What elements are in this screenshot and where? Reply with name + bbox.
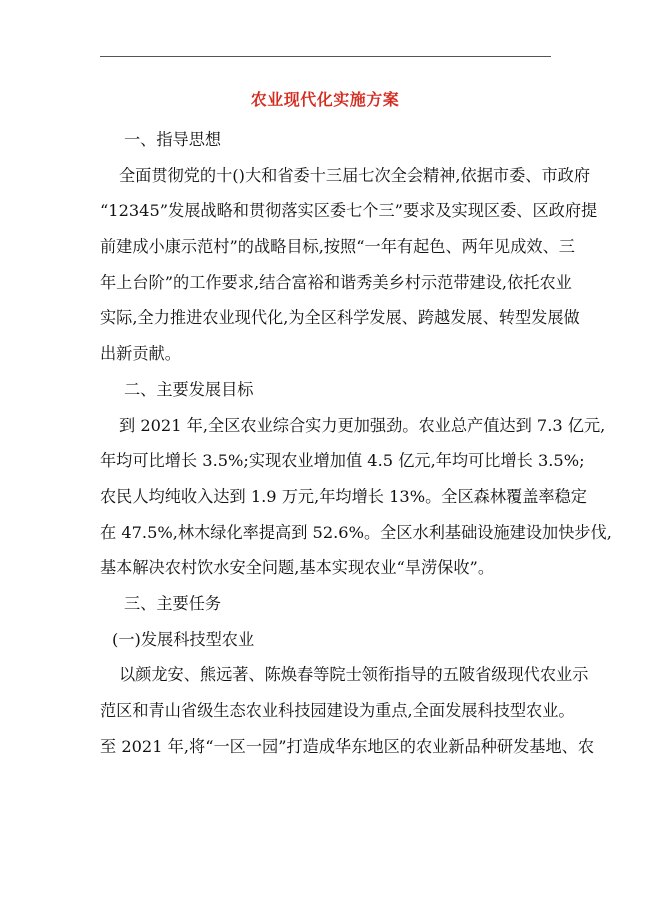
paragraph-line: 到 2021 年,全区农业综合实力更加强劲。农业总产值达到 7.3 亿元, (119, 415, 606, 435)
paragraph-line: 年上台阶”的工作要求,结合富裕和谐秀美乡村示范带建设,依托农业 (100, 272, 572, 292)
document-title: 农业现代化实施方案 (250, 90, 400, 109)
paragraph-line: “12345”发展战略和贯彻落实区委七个三”要求及实现区委、区政府提 (100, 201, 598, 221)
paragraph-line: 范区和青山省级生态农业科技园建设为重点,全面发展科技型农业。 (100, 701, 575, 720)
paragraph-line: 在 47.5%,林木绿化率提高到 52.6%。全区水利基础设施建设加快步伐, (100, 522, 612, 542)
paragraph-line: 至 2021 年,将“一区一园”打造成华东地区的农业新品种研发基地、农 (100, 736, 595, 756)
header-rule (100, 56, 551, 57)
paragraph-line: 出新贡献。 (100, 344, 181, 364)
subsection-heading: (一)发展科技型农业 (112, 629, 255, 649)
paragraph-line: 农民人均纯收入达到 1.9 万元,年均增长 13%。全区森林覆盖率稳定 (100, 486, 587, 506)
section-heading: 一、指导思想 (124, 130, 222, 149)
paragraph-line: 全面贯彻党的十()大和省委十三届七次全会精神,依据市委、市政府 (119, 165, 591, 185)
section-heading: 二、主要发展目标 (124, 379, 254, 399)
paragraph-line: 年均可比增长 3.5%;实现农业增加值 4.5 亿元,年均可比增长 3.5%; (100, 451, 585, 471)
paragraph-line: 以颜龙安、熊远著、陈焕春等院士领衔指导的五陂省级现代农业示 (119, 665, 589, 685)
section-heading: 三、主要任务 (124, 593, 222, 613)
paragraph-line: 实际,全力推进农业现代化,为全区科学发展、跨越发展、转型发展做 (100, 308, 580, 328)
paragraph-line: 前建成小康示范村”的战略目标,按照“一年有起色、两年见成效、三 (100, 237, 575, 257)
document-body (100, 125, 612, 767)
paragraph-line: 基本解决农村饮水安全问题,基本实现农业“旱涝保收”。 (100, 558, 495, 578)
